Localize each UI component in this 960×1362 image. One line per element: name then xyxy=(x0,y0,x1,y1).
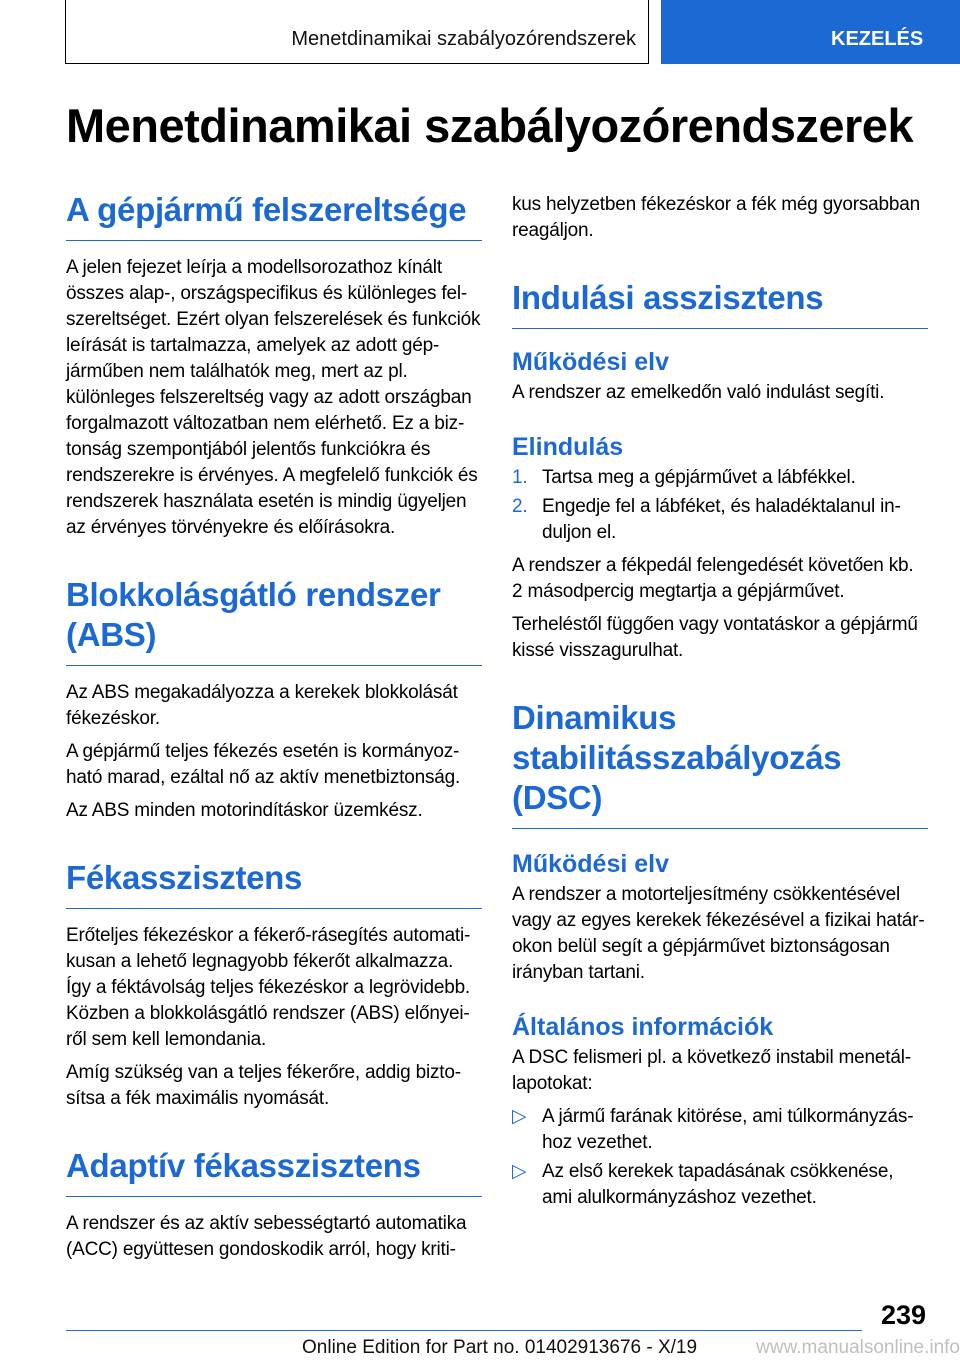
bullet-text: Az első kerekek tapadásának csökkenése, ami alulkormányzáshoz vezethet. xyxy=(542,1161,894,1208)
list-item xyxy=(512,465,928,491)
subheading-operating-principle-2: Működési elv xyxy=(512,850,669,878)
subheading-starting: Elindulás xyxy=(512,433,624,461)
paragraph-hill-start-release: A rendszer a fékpedál felengedését követően kb. 2 másodpercig megtartja a gépjárművet. xyxy=(512,555,914,602)
paragraph-dsc-principle: A rendszer a motorteljesítmény csökkentésével vagy az egyes kerekek fékezésével a fizikai határokon belül segít a gépjárművet biztonságosan irányban tartani. xyxy=(512,884,925,983)
footer-edition-text: Online Edition for Part no. 01402913676 - X/19 xyxy=(302,1337,698,1358)
right-column xyxy=(512,192,928,1211)
list-item xyxy=(512,1104,928,1156)
bullet-text: A jármű farának kitörése, ami túlkormányzáshoz vezethet. xyxy=(542,1106,914,1153)
section-heading-abs: Blokkolásgátló rendszer (ABS) xyxy=(66,575,482,666)
subheading-operating-principle-1: Működési elv xyxy=(512,348,669,376)
paragraph-dsc-general: A DSC felismeri pl. a következő instabil menetállapotokat: xyxy=(512,1047,912,1094)
header-section-tab-label: KEZELÉS xyxy=(831,28,924,50)
paragraph-equipment: A jelen fejezet leírja a modellsorozathoz kínált összes alap-, országspecifikus és különleges felszereltséget. Ezért olyan felszerelések és funkciók leírását is tartalmazza, amelyek az adott gépjárműben nem találhatók meg, mert az pl. különleges felszereltség vagy az adott országban forgalmazott változatban nem elérhető. Ez a biztonság szempontjából jelentős funkciókra és rendszerekre is érvényes. A megfelelő funkciók és rendszerek használata esetén is mindig ügyeljen az érvényes törvényekre és előírásokra. xyxy=(66,257,481,538)
section-heading-hill-start-assist: Indulási asszisztens xyxy=(512,278,928,329)
bullet-list xyxy=(512,1104,928,1211)
watermark: www.manualsonline.info xyxy=(756,1337,960,1358)
subheading-general-information: Általános információk xyxy=(512,1013,774,1041)
list-item xyxy=(512,1159,928,1211)
steps-list xyxy=(512,465,928,546)
paragraph-abs-3: Az ABS minden motorindításkor üzemkész. xyxy=(66,800,423,821)
left-column xyxy=(66,190,482,1263)
paragraph-abs-2: A gépjármű teljes fékezés esetén is kormányozható marad, ezáltal nő az aktív menetbiztonság. xyxy=(66,741,461,788)
step-number: 2. xyxy=(512,496,528,517)
paragraph-adaptive-brake-assist: A rendszer és az aktív sebességtartó automatika (ACC) együttesen gondoskodik arról, hogy kriti- xyxy=(66,1213,467,1260)
section-heading-adaptive-brake-assist: Adaptív fékasszisztens xyxy=(66,1146,482,1197)
section-heading-dsc: Dinamikus stabilitásszabályozás (DSC) xyxy=(512,698,928,829)
paragraph-abs-1: Az ABS megakadályozza a kerekek blokkolását fékezéskor. xyxy=(66,682,458,729)
paragraph-hill-start-principle: A rendszer az emelkedőn való indulást segíti. xyxy=(512,382,885,403)
header-chapter-box xyxy=(65,0,649,64)
paragraph-hill-start-rollback: Terheléstől függően vagy vontatáskor a gépjármű kissé visszagurulhat. xyxy=(512,614,918,661)
paragraph-brake-assist-1: Erőteljes fékezéskor a fékerő-rásegítés automatikusan a lehető legnagyobb fékerőt alkalmazza. Így a féktávolság teljes fékezéskor a legrövidebb. Közben a blokkolásgátló rendszer (ABS) előnyeiről sem kell lemondania. xyxy=(66,925,471,1050)
step-text: Engedje fel a lábféket, és haladéktalanul induljon el. xyxy=(542,496,901,543)
section-heading-equipment: A gépjármű felszereltsége xyxy=(66,190,482,241)
page-title: Menetdinamikai szabályozórendszerek xyxy=(66,99,914,152)
triangle-bullet-icon: ▷ xyxy=(512,1106,527,1127)
section-heading-brake-assist: Fékasszisztens xyxy=(66,858,482,909)
triangle-bullet-icon: ▷ xyxy=(512,1161,527,1182)
header-chapter-title: Menetdinamikai szabályozórendszerek xyxy=(291,28,636,50)
paragraph-brake-assist-2: Amíg szükség van a teljes fékerőre, addig biztosítsa a fék maximális nyomását. xyxy=(66,1062,462,1109)
header-section-tab[interactable] xyxy=(661,0,960,64)
list-item xyxy=(512,494,928,546)
step-text: Tartsa meg a gépjárművet a lábfékkel. xyxy=(542,467,856,488)
footer-divider xyxy=(66,1330,862,1331)
step-number: 1. xyxy=(512,467,528,488)
page-number: 239 xyxy=(880,1300,926,1330)
paragraph-continuation: kus helyzetben fékezéskor a fék még gyorsabban reagáljon. xyxy=(512,194,920,241)
